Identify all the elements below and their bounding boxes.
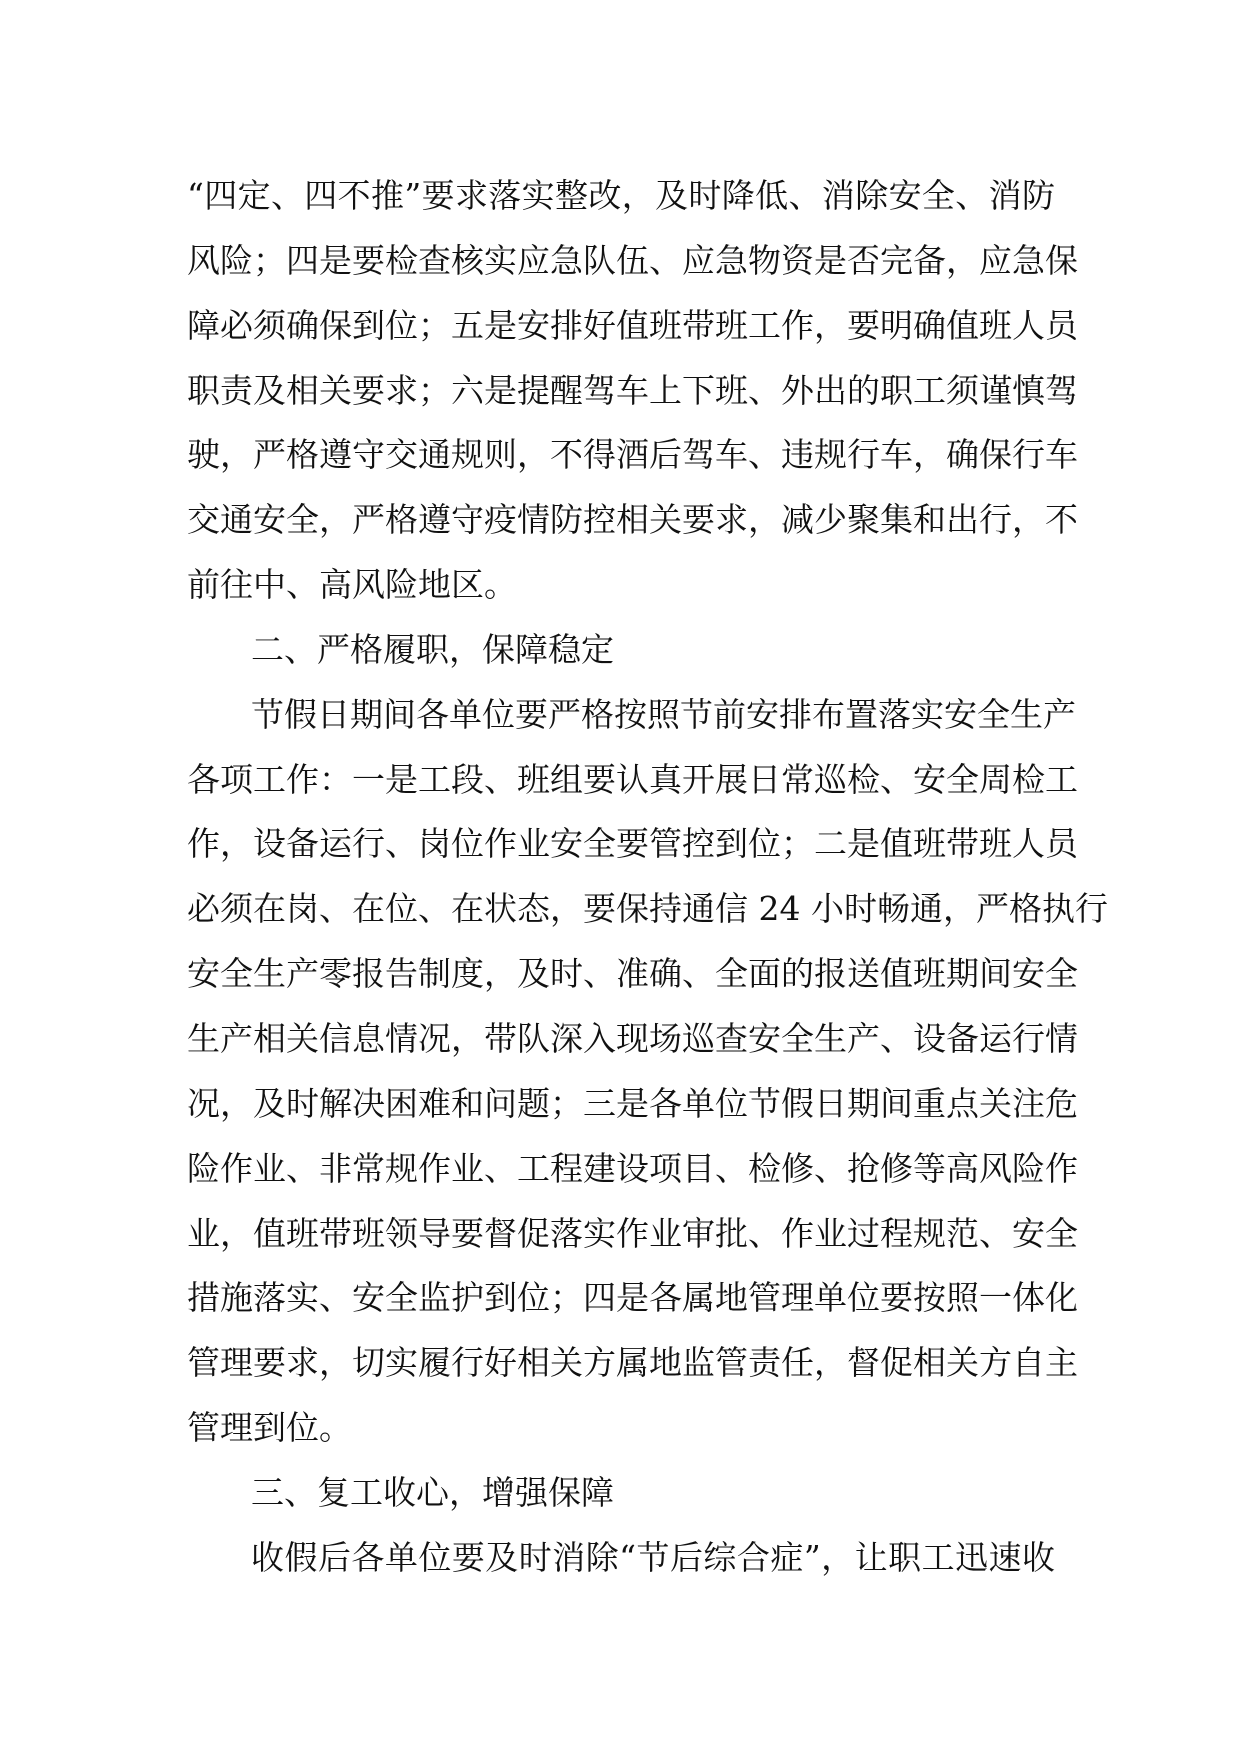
paragraph-line: 措施落实、安全监护到位；四是各属地管理单位要按照一体化 bbox=[187, 1278, 1078, 1318]
paragraph-line: 业，值班带班领导要督促落实作业审批、作业过程规范、安全 bbox=[187, 1213, 1078, 1253]
paragraph-line: “四定、四不推”要求落实整改，及时降低、消除安全、消防 bbox=[187, 176, 1055, 215]
body-text bbox=[187, 164, 1108, 1591]
paragraph-line: 管理要求，切实履行好相关方属地监管责任，督促相关方自主 bbox=[187, 1343, 1078, 1383]
paragraph-line: 前往中、高风险地区。 bbox=[187, 565, 517, 605]
section-heading: 二、严格履职，保障稳定 bbox=[251, 629, 614, 669]
paragraph-line: 况，及时解决困难和问题；三是各单位节假日期间重点关注危 bbox=[187, 1083, 1078, 1123]
paragraph-line: 风险；四是要检查核实应急队伍、应急物资是否完备，应急保 bbox=[187, 240, 1078, 280]
paragraph-line: 生产相关信息情况，带队深入现场巡查安全生产、设备运行情 bbox=[187, 1018, 1078, 1058]
paragraph-line: 必须在岗、在位、在状态，要保持通信 24 小时畅通，严格执行 bbox=[187, 889, 1108, 929]
paragraph-line: 作，设备运行、岗位作业安全要管控到位；二是值班带班人员 bbox=[187, 824, 1078, 864]
section-heading: 三、复工收心，增强保障 bbox=[251, 1472, 614, 1512]
paragraph-line: 节假日期间各单位要严格按照节前安排布置落实安全生产 bbox=[251, 694, 1076, 734]
paragraph-line: 险作业、非常规作业、工程建设项目、检修、抢修等高风险作 bbox=[187, 1148, 1078, 1188]
paragraph-line: 各项工作：一是工段、班组要认真开展日常巡检、安全周检工 bbox=[187, 759, 1078, 799]
paragraph-line: 交通安全，严格遵守疫情防控相关要求，减少聚集和出行，不 bbox=[187, 500, 1078, 540]
paragraph-line: 障必须确保到位；五是安排好值班带班工作，要明确值班人员 bbox=[187, 305, 1078, 345]
paragraph-line: 管理到位。 bbox=[187, 1408, 352, 1448]
paragraph-line: 收假后各单位要及时消除“节后综合症”，让职工迅速收 bbox=[251, 1537, 1055, 1577]
paragraph-line: 安全生产零报告制度，及时、准确、全面的报送值班期间安全 bbox=[187, 954, 1078, 994]
paragraph-line: 驶，严格遵守交通规则，不得酒后驾车、违规行车，确保行车 bbox=[187, 435, 1078, 475]
paragraph-line: 职责及相关要求；六是提醒驾车上下班、外出的职工须谨慎驾 bbox=[187, 370, 1078, 410]
